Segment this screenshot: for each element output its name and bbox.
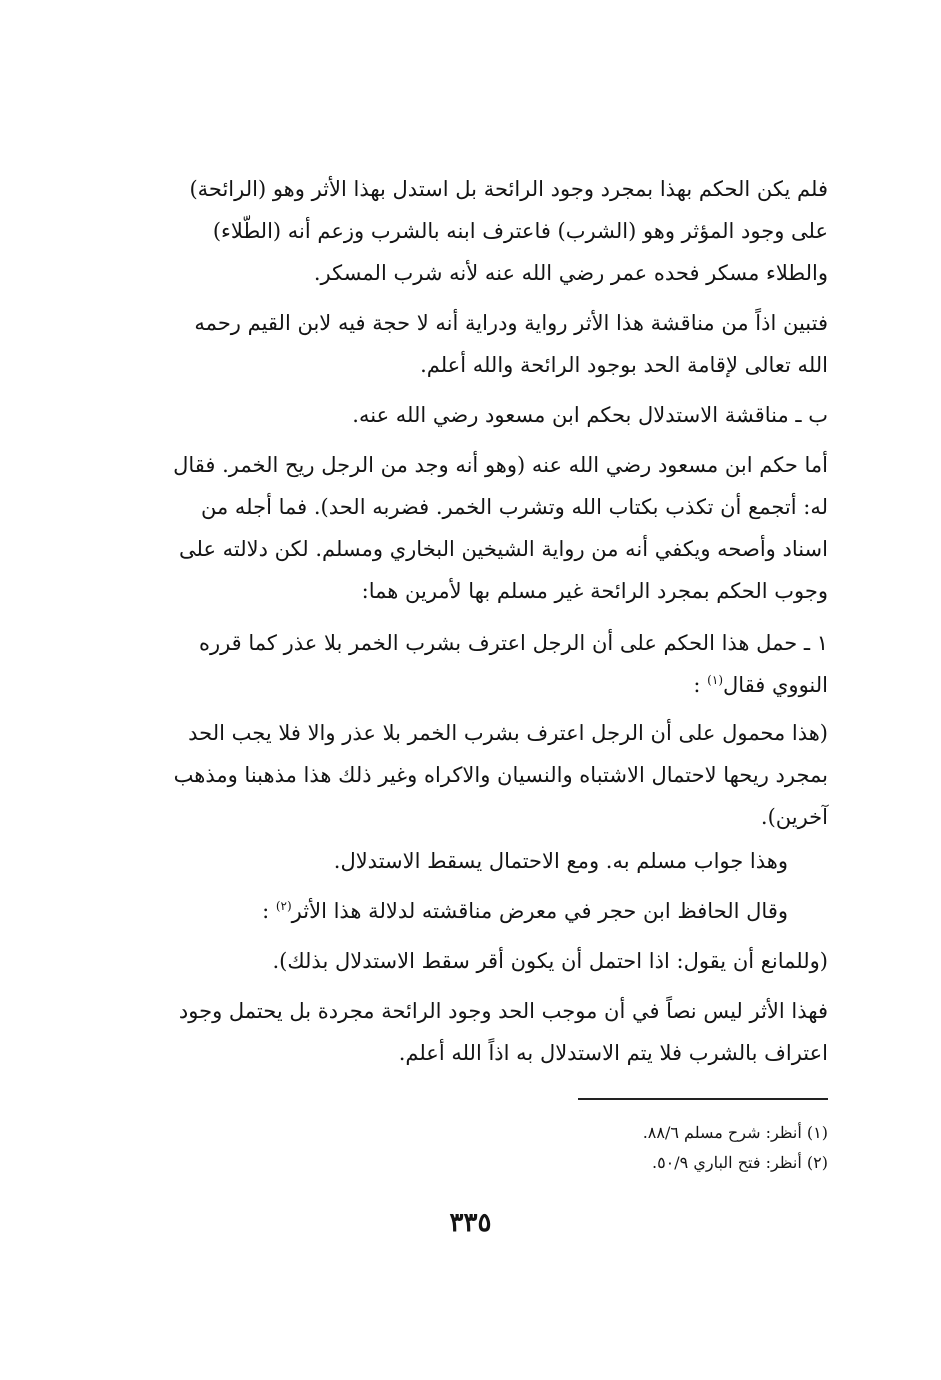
paragraph-7-line-1: وهذا جواب مسلم به. ومع الاحتمال يسقط الاستدلال. (333, 849, 788, 873)
footnote-divider (578, 1098, 828, 1100)
quote-nawawi-line-2: بمجرد ريحها لاحتمال الاشتباه والنسيان والاكراه وغير ذلك هذا مذهبنا ومذهب (173, 763, 828, 787)
footnote-1: (١) أنظر: شرح مسلم ٨٨/٦. (642, 1123, 828, 1142)
paragraph-1-line-1: فلم يكن الحكم بهذا بمجرد وجود الرائحة بل استدل بهذا الأثر وهو (الرائحة) (189, 177, 828, 201)
paragraph-10-line-2: اعتراف بالشرب فلا يتم الاستدلال به اذاً الله أعلم. (398, 1041, 828, 1065)
footnote-2: (٢) أنظر: فتح الباري ٥٠/٩. (651, 1153, 828, 1172)
paragraph-2-line-2: الله تعالى لإقامة الحد بوجود الرائحة والله أعلم. (420, 353, 828, 377)
paragraph-4-line-4: وجوب الحكم بمجرد الرائحة غير مسلم بها لأمرين هما: (361, 579, 828, 603)
paragraph-1-line-3: والطلاء مسكر فحده عمر رضي الله عنه لأنه شرب المسكر. (313, 261, 828, 285)
footnote-ref-2[interactable]: (٢) (275, 899, 292, 913)
paragraph-5-line-2 (693, 666, 828, 704)
quote-ibn-hajar: (وللمانع أن يقول: اذا احتمل أن يكون أقر سقط الاستدلال بذلك). (272, 949, 828, 973)
paragraph-5-colon: : (693, 673, 701, 697)
paragraph-4-line-2: له: أتجمع أن تكذب بكتاب الله وتشرب الخمر. فضربه الحد). فما أجله من (201, 495, 828, 519)
paragraph-8-colon: : (262, 899, 270, 923)
paragraph-4-line-1: أما حكم ابن مسعود رضي الله عنه (وهو أنه وجد من الرجل ريح الخمر. فقال (173, 453, 828, 477)
footnote-ref-1[interactable]: (١) (707, 673, 723, 687)
quote-nawawi-line-1: (هذا محمول على أن الرجل اعترف بشرب الخمر بلا عذر والا فلا يجب الحد (188, 721, 828, 745)
quote-nawawi-line-3: آخرين). (760, 805, 828, 829)
paragraph-5-line-1: ١ ـ حمل هذا الحكم على أن الرجل اعترف بشرب الخمر بلا عذر كما قرره (198, 631, 828, 655)
paragraph-4-line-3: اسناد وأصحه ويكفي أنه من رواية الشيخين البخاري ومسلم. لكن دلالته على (179, 537, 828, 561)
paragraph-1-line-2: على وجود المؤثر وهو (الشرب) فاعترف ابنه بالشرب وزعم أنه (الطّلاء) (212, 219, 828, 243)
paragraph-2-line-1: فتبين اذاً من مناقشة هذا الأثر رواية ودراية أنه لا حجة فيه لابن القيم رحمه (194, 311, 828, 335)
paragraph-10-line-1: فهذا الأثر ليس نصاً في أن موجب الحد وجود الرائحة مجردة بل يحتمل وجود (178, 999, 828, 1023)
paragraph-5-line-2-text: النووي فقال (723, 673, 828, 697)
paragraph-8-text: وقال الحافظ ابن حجر في معرض مناقشته لدلالة هذا الأثر (291, 899, 788, 923)
subsection-heading-b: ب ـ مناقشة الاستدلال بحكم ابن مسعود رضي الله عنه. (352, 403, 828, 427)
page-number: ٣٣٥ (449, 1208, 492, 1238)
paragraph-8-line-1 (262, 892, 788, 930)
